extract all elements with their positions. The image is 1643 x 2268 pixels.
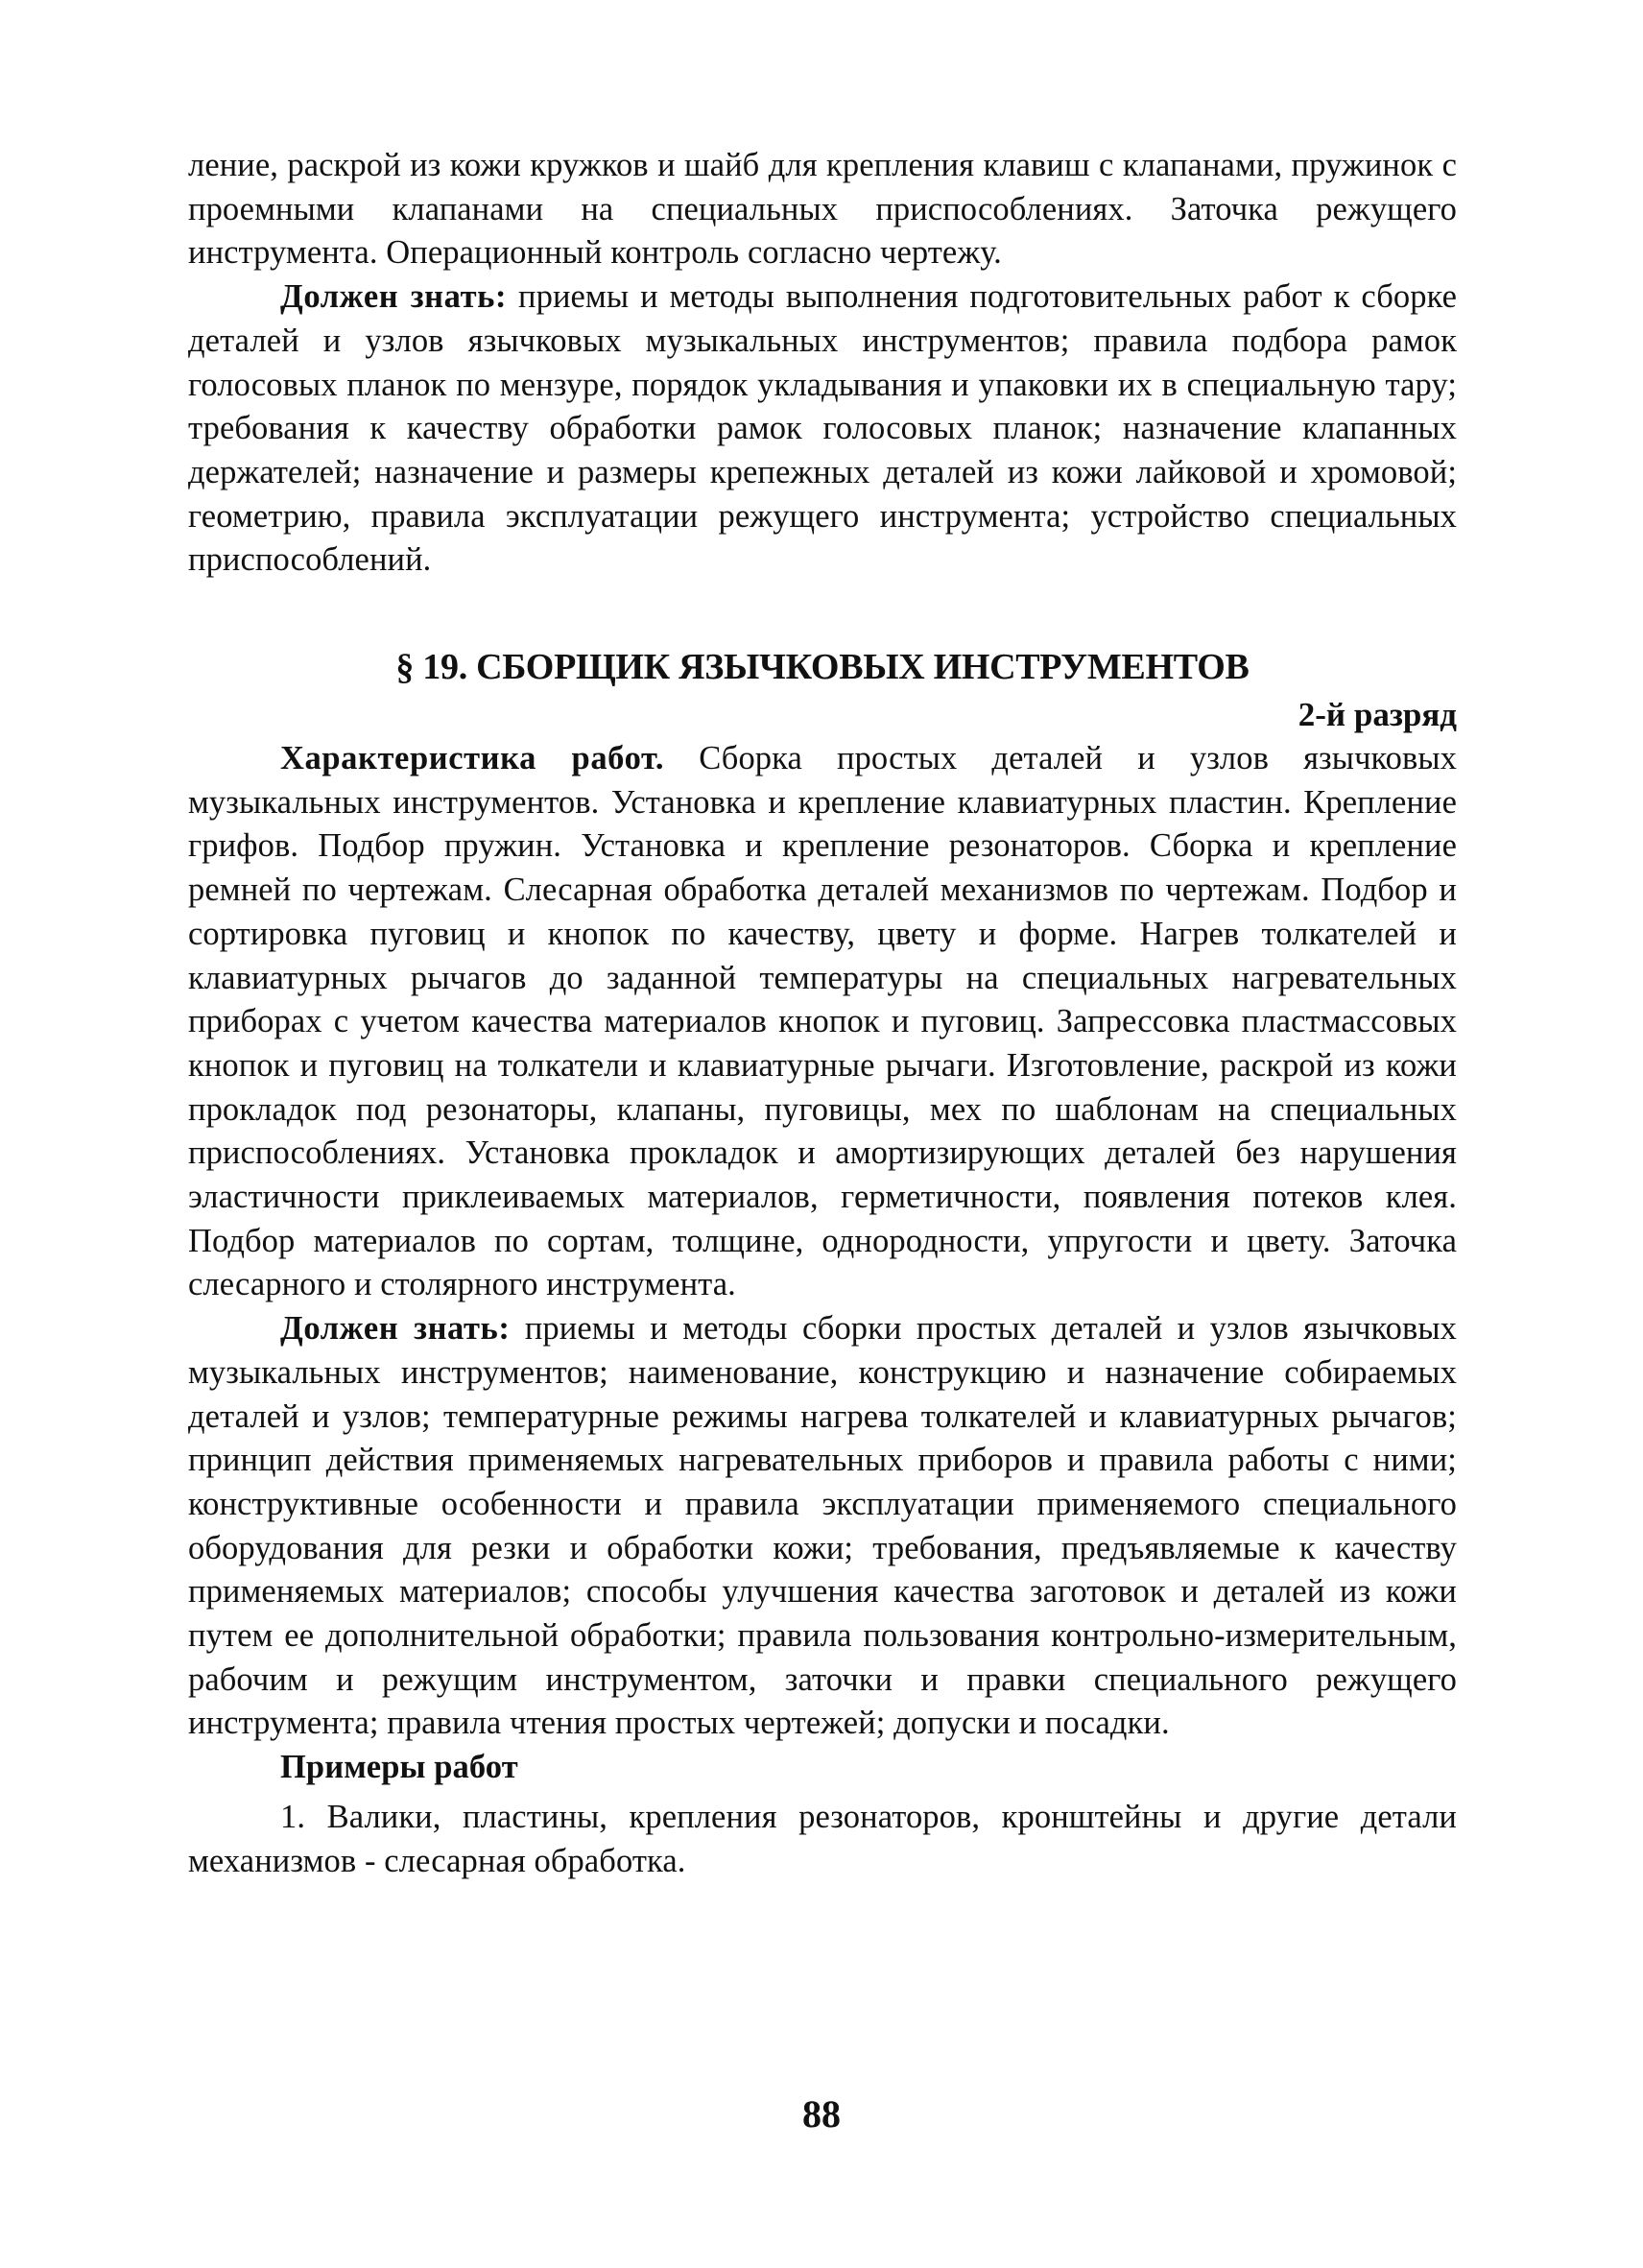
must-know-label: Должен знать: — [280, 278, 508, 316]
characteristics-paragraph — [188, 737, 1457, 1307]
examples-heading: Примеры работ — [280, 1749, 518, 1786]
characteristics-text: Сборка простых деталей и узлов язычковых музыкальных инструментов. Установка и крепление клавиатурных пластин. Крепление грифов. Подбор пружин. Установка и крепление резонаторов. Сборка и крепление ремней по чертежам. Слесарная обработка деталей механизмов по чертежам. Подбор и сортировка пуговиц и кнопок по качеству, цвету и форме. Нагрев толкателей и клавиатурных рычагов до заданной температуры на специальных нагревательных приборах с учетом качества материалов кнопок и пуговиц. Запрессовка пластмассовых кнопок и пуговиц на толкатели и клавиатурные рычаги. Изготовление, раскрой из кожи прокладок под резонаторы, клапаны, пуговицы, мех по шаблонам на специальных приспособлениях. Установка прокладок и амортизирующих деталей без нарушения эластичности приклеиваемых материалов, герметичности, появления потеков клея. Подбор материалов по сортам, толщине, однородности, упругости и цвету. Заточка слесарного и столярного инструмента. — [188, 740, 1457, 1303]
section-must-know-label: Должен знать: — [280, 1310, 511, 1348]
page-number: 88 — [802, 2092, 841, 2136]
section-body — [188, 737, 1457, 1883]
example-item: 1. Валики, пластины, крепления резонаторов, кронштейны и другие детали механизмов - слесарная обработка. — [188, 1798, 1457, 1879]
section-title: § 19. СБОРЩИК ЯЗЫЧКОВЫХ ИНСТРУМЕНТОВ — [395, 647, 1250, 687]
continuation-paragraph: ление, раскрой из кожи кружков и шайб для крепления клавиш с клапанами, пружинок с проемными клапанами на специальных приспособлениях. Заточка режущего инструмента. Операционный контроль согласно чертежу. — [188, 147, 1457, 272]
grade-label: 2-й разряд — [1298, 696, 1457, 733]
continuation-block — [188, 144, 1457, 583]
section-must-know-paragraph — [188, 1307, 1457, 1746]
continuation-must-know-paragraph — [188, 275, 1457, 583]
must-know-text: приемы и методы выполнения подготовительных работ к сборке деталей и узлов язычковых музыкальных инструментов; правила подбора рамок голосовых планок по мензуре, порядок укладывания и упаковки их в специальную тару; требования к качеству обработки рамок голосовых планок; назначение клапанных держателей; назначение и размеры крепежных деталей из кожи лайковой и хромовой; геометрию, правила эксплуатации режущего инструмента; устройство специальных приспособлений. — [188, 278, 1457, 579]
section-must-know-text: приемы и методы сборки простых деталей и узлов язычковых музыкальных инструментов; наименование, конструкцию и назначение собираемых деталей и узлов; температурные режимы нагрева толкателей и клавиатурных рычагов; принцип действия применяемых нагревательных приборов и правила работы с ними; конструктивные особенности и правила эксплуатации применяемого специального оборудования для резки и обработки кожи; требования, предъявляемые к качеству применяемых материалов; способы улучшения качества заготовок и деталей из кожи путем ее дополнительной обработки; правила пользования контрольно-измерительным, рабочим и режущим инструментом, заточки и правки специального режущего инструмента; правила чтения простых чертежей; допуски и посадки. — [188, 1310, 1457, 1742]
characteristics-label: Характеристика работ. — [280, 740, 665, 776]
